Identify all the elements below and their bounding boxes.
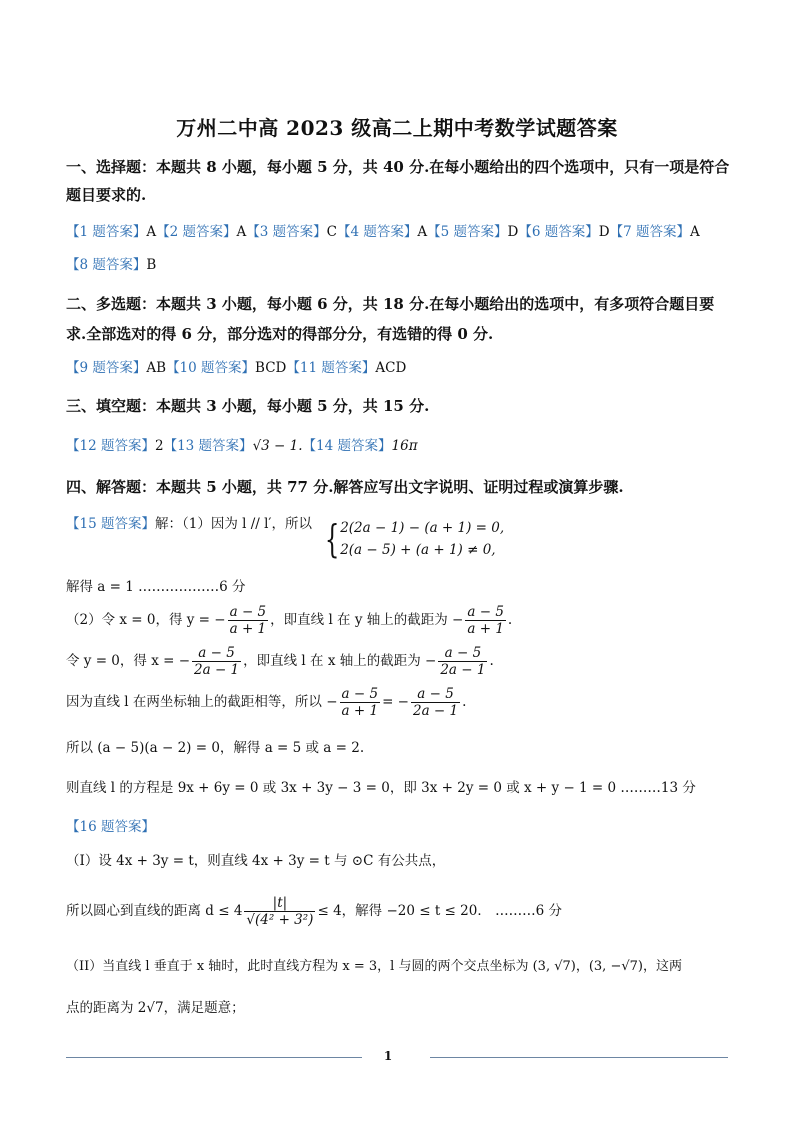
q15-intro: 解：（1）因为 l // l′，所以	[154, 516, 312, 532]
section-2-heading: 二、多选题：本题共 3 小题，每小题 6 分，共 18 分.在每小题给出的选项中，有多项符合题目要求.全部选对的得 6 分，部分选对的得部分分，有选错的得 0 分.	[66, 295, 715, 343]
answer-value-6: D	[598, 224, 610, 240]
q15-frac-1-num: a − 5	[229, 604, 267, 620]
q16-line-2b: ≤ 4，解得 −20 ≤ t ≤ 20． ………6 分	[317, 903, 563, 919]
answer-tag-1: 【1 题答案】	[66, 224, 147, 240]
q15-frac-1-den: a + 1	[229, 621, 267, 637]
q15-line-3a: 令 y = 0，得 x = −	[66, 653, 191, 669]
q15-line-3: 令 y = 0，得 x = − $\frac{a - 5}{2a - 1}$ ，即直线 l 在 x 轴上的截距为 − $\frac{a - 5}{2a - 1}$ .	[66, 645, 494, 678]
section-1-answers-row-2	[66, 255, 156, 275]
answer-tag-15: 【15 题答案】	[66, 516, 155, 532]
answer-tag-5: 【5 题答案】	[427, 224, 508, 240]
answer-value-7: A	[689, 224, 700, 240]
q15-frac-4-num: a − 5	[438, 645, 487, 662]
q15-intro-line	[66, 514, 312, 534]
answer-value-9: AB	[146, 360, 167, 376]
answer-tag-3: 【3 题答案】	[246, 224, 327, 240]
q15-frac-4-den: 2a − 1	[440, 662, 486, 678]
answer-tag-6: 【6 题答案】	[518, 224, 599, 240]
q15-line-4: 因为直线 l 在两坐标轴上的截距相等，所以 − $\frac{a - 5}{a + 1}$ = − $\frac{a - 5}{2a - 1}$ .	[66, 686, 467, 719]
answer-tag-16: 【16 题答案】	[66, 819, 155, 835]
q16-line-2	[66, 895, 562, 928]
section-3-answers	[66, 436, 418, 456]
q16-frac-den: √(4² + 3²)	[246, 912, 314, 928]
answer-tag-2: 【2 题答案】	[156, 224, 237, 240]
q15-line-3b: ，即直线 l 在 x 轴上的截距为 −	[243, 653, 437, 669]
answer-value-5: D	[507, 224, 519, 240]
q16-line-3: （II）当直线 l 垂直于 x 轴时，此时直线方程为 x = 3，l 与圆的两个交点坐标为 (3, √7)，(3, −√7)，这两	[66, 959, 682, 974]
answer-tag-8: 【8 题答案】	[66, 257, 147, 273]
q15-frac-5-den: a + 1	[341, 703, 379, 719]
answer-tag-9: 【9 题答案】	[66, 360, 147, 376]
q16-line-1: （I）设 4x + 3y = t，则直线 4x + 3y = t 与 ⊙C 有公共点，	[66, 853, 446, 869]
section-1-answers-row-1	[66, 222, 700, 242]
q15-frac-6-num: a − 5	[411, 686, 460, 703]
section-3-heading: 三、填空题：本题共 3 小题，每小题 5 分，共 15 分.	[66, 397, 430, 415]
brace-symbol: {	[324, 517, 340, 561]
q15-line-2: （2）令 x = 0，得 y = − $\frac{a - 5}{a + 1}$ ，即直线 l 在 y 轴上的截距为 − $\frac{a - 5}{a + 1}$ .	[66, 604, 513, 637]
section-1-heading: 一、选择题：本题共 8 小题，每小题 5 分，共 40 分.在每小题给出的四个选项中，只有一项是符合题目要求的.	[66, 158, 730, 204]
answer-tag-12: 【12 题答案】	[66, 438, 155, 454]
answer-tag-7: 【7 题答案】	[609, 224, 690, 240]
answer-value-1: A	[146, 224, 157, 240]
q15-frac-2-num: a − 5	[467, 604, 504, 620]
section-2-answers	[66, 358, 406, 378]
page-title: 万州二中高 2023 级高二上期中考数学试题答案	[176, 116, 618, 140]
q16-tag-line	[66, 817, 155, 837]
answer-tag-13: 【13 题答案】	[163, 438, 253, 454]
q15-system-eq-2: 2(a − 5) + (a + 1) ≠ 0,	[340, 542, 496, 558]
q15-frac-5-num: a − 5	[341, 686, 379, 702]
answer-tag-10: 【10 题答案】	[166, 360, 256, 376]
answer-value-4: A	[417, 224, 428, 240]
q15-line-6: 则直线 l 的方程是 9x + 6y = 0 或 3x + 3y − 3 = 0，即 3x + 2y = 0 或 x + y − 1 = 0 ………13 分	[66, 780, 696, 796]
answer-value-2: A	[236, 224, 247, 240]
answer-value-3: C	[326, 224, 338, 240]
q15-frac-2-den: a + 1	[467, 621, 504, 637]
section-4-heading: 四、解答题：本题共 5 小题，共 77 分.解答应写出文字说明、证明过程或演算步骤.	[66, 478, 624, 496]
footer-rule-left	[66, 1057, 362, 1058]
q15-line-2a: （2）令 x = 0，得 y = −	[66, 612, 226, 628]
answer-value-10: BCD	[255, 360, 287, 376]
answer-value-13: √3 − 1.	[252, 438, 303, 454]
q16-frac-num: |t|	[244, 895, 315, 912]
answer-value-14: 16π	[391, 438, 418, 454]
answer-value-11: ACD	[375, 360, 407, 376]
answer-tag-4: 【4 题答案】	[337, 224, 418, 240]
q16-line-4: 点的距离为 2√7，满足题意；	[66, 1000, 245, 1016]
q15-line-4a: 因为直线 l 在两坐标轴上的截距相等，所以 −	[66, 694, 338, 710]
answer-tag-14: 【14 题答案】	[302, 438, 392, 454]
page-number: 1	[383, 1049, 393, 1063]
footer-rule-right	[430, 1057, 728, 1058]
q15-frac-3-den: 2a − 1	[194, 662, 240, 678]
q15-line-5: 所以 (a − 5)(a − 2) = 0，解得 a = 5 或 a = 2.	[66, 740, 365, 756]
answer-tag-11: 【11 题答案】	[286, 360, 376, 376]
q15-line-4b: = −	[382, 694, 409, 710]
q15-frac-6-den: 2a − 1	[412, 703, 459, 719]
q15-line-1: 解得 a = 1 ………………6 分	[66, 579, 246, 595]
q15-frac-3-num: a − 5	[192, 645, 241, 662]
q15-system	[320, 517, 504, 561]
q16-line-2a: 所以圆心到直线的距离 d ≤ 4	[66, 903, 243, 919]
q15-line-2b: ，即直线 l 在 y 轴上的截距为 −	[270, 612, 464, 628]
answer-value-12: 2	[154, 438, 164, 454]
answer-value-8: B	[146, 257, 157, 273]
q15-system-eq-1: 2(2a − 1) − (a + 1) = 0,	[340, 520, 505, 536]
